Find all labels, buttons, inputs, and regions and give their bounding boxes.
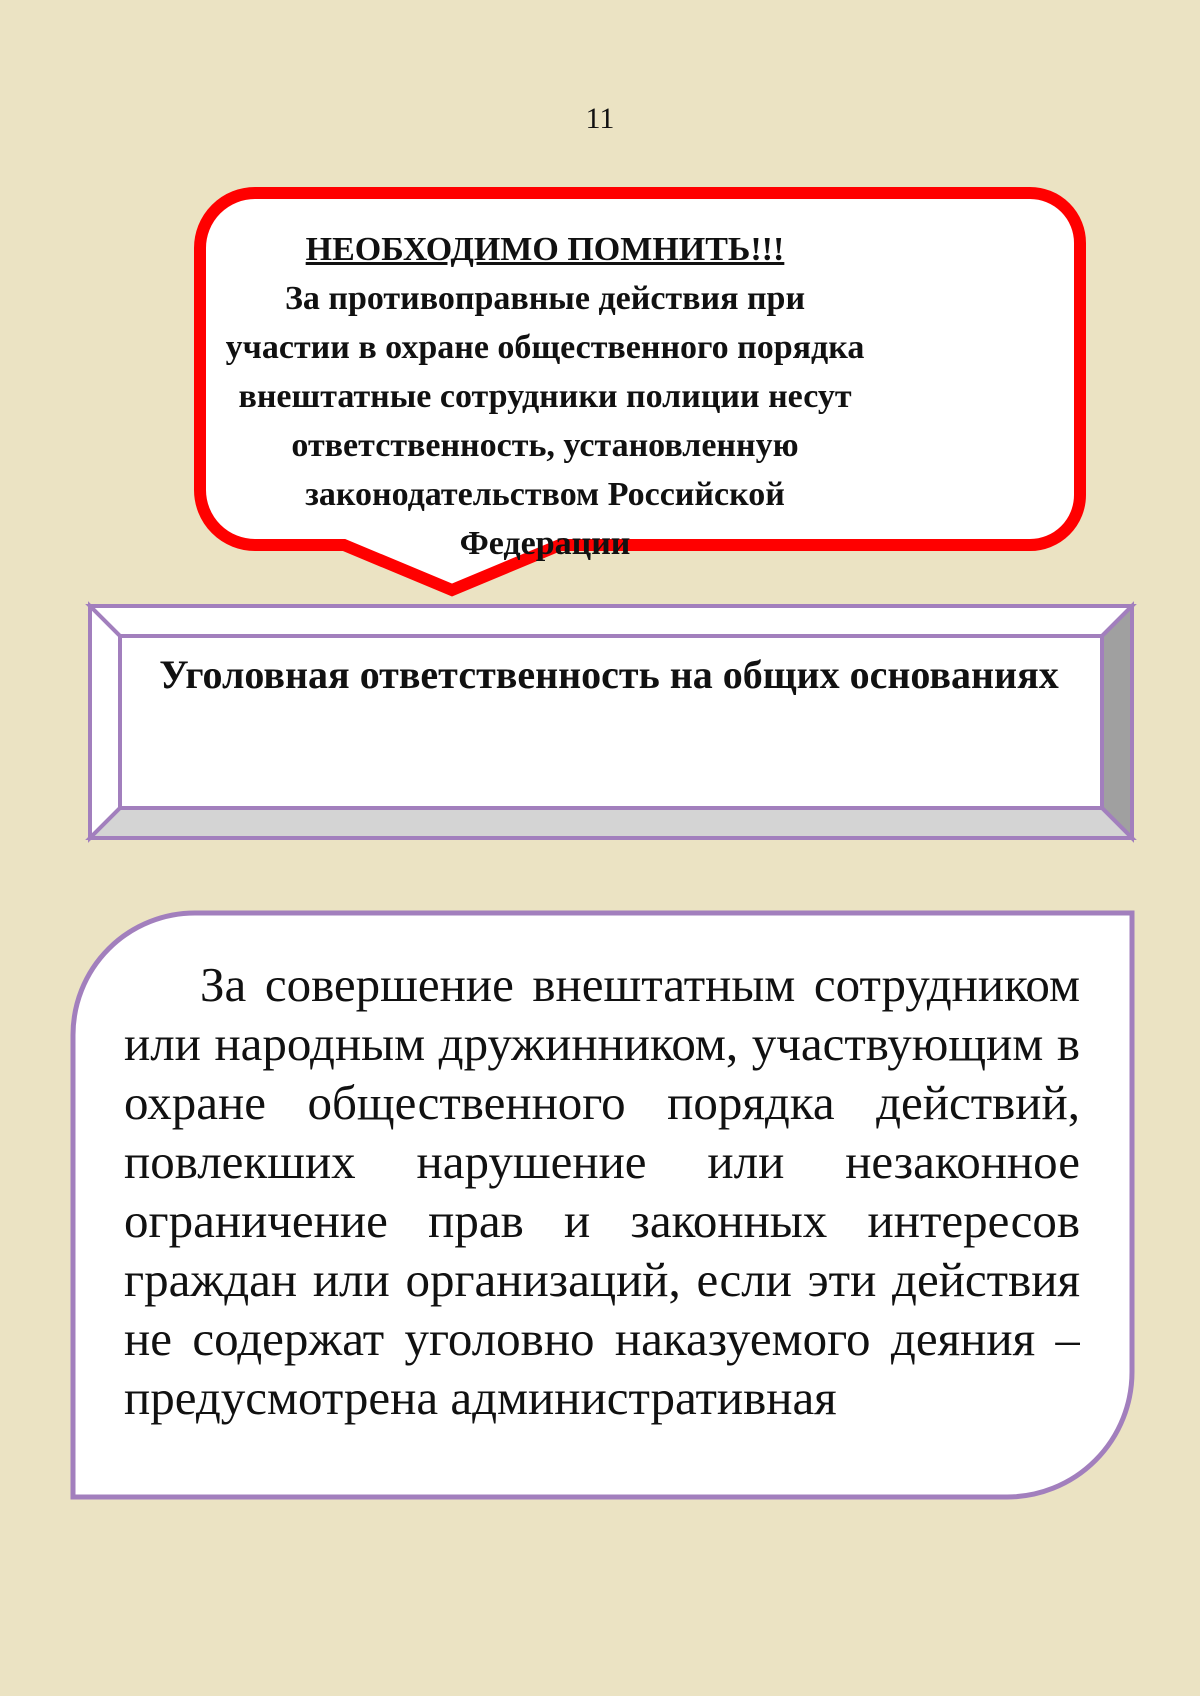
callout-heading: НЕОБХОДИМО ПОМНИТЬ!!! [305,231,785,268]
page-number: 11 [585,102,615,135]
textbox [124,955,1080,1452]
callout-body: За противоправные действия при участии в охране общественного порядка внештатные сотрудники полиции несут ответственность, установленную законодательством Российской Федерации [225,280,865,562]
textbox-body: За совершение внештатным сотрудником или народным дружинником, участвующим в охране общественного порядка действий, повлекших нарушение или незаконное ограничение прав и законных интересов граждан или организаций, если эти действия не содержат уголовно наказуемого деяния – предусмотрена административная [124,957,1080,1425]
section-title: Уголовная ответственность на общих основаниях [159,652,1059,697]
